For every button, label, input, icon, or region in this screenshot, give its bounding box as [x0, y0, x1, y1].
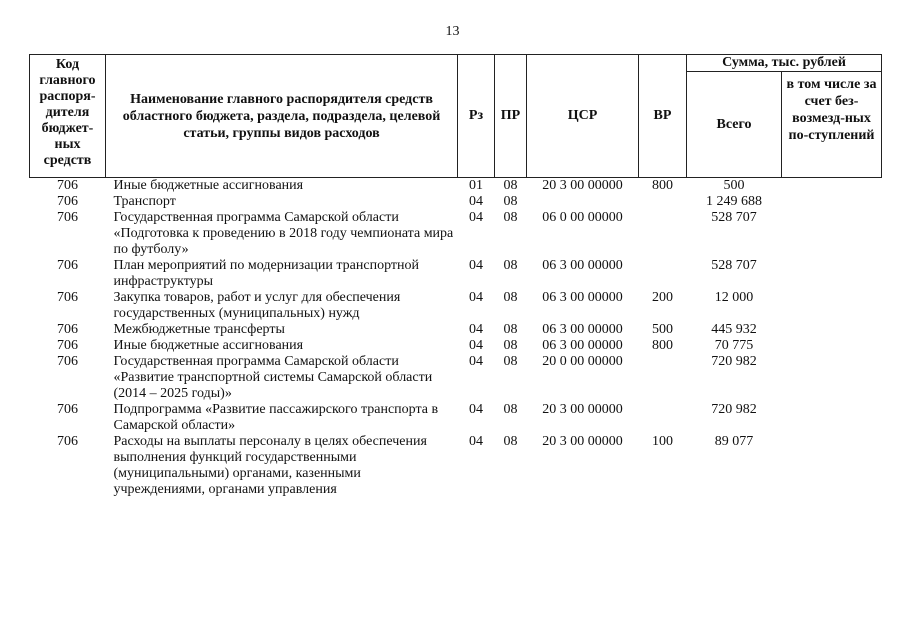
row-total: 720 982 [711, 402, 757, 417]
row-total: 720 982 [711, 354, 757, 369]
row-rz: 04 [469, 338, 483, 353]
header-total: Всего [687, 72, 782, 178]
row-pr: 08 [503, 322, 518, 337]
row-name: Государственная программа Самарской области «Развитие транспортной системы Самарской области (2014 – 2025 годы)» [113, 354, 433, 401]
header-incl: в том числе за счет без-возмезд-ных по-ступлений [782, 72, 882, 178]
row-pr: 08 [503, 354, 518, 369]
row-csr: 06 3 00 00000 [542, 258, 623, 273]
table-header [30, 55, 882, 178]
header-csr: ЦСР [527, 55, 639, 178]
table-row [30, 290, 882, 322]
row-code: 706 [57, 338, 78, 353]
row-vr [639, 354, 687, 402]
row-code: 706 [57, 434, 78, 449]
row-csr [527, 194, 639, 210]
row-code: 706 [57, 322, 78, 337]
row-rz: 04 [469, 402, 483, 417]
row-code: 706 [57, 194, 78, 209]
row-csr: 20 3 00 00000 [542, 434, 623, 449]
row-incl [782, 338, 882, 354]
row-name: Межбюджетные трансферты [113, 322, 285, 337]
header-vr: ВР [639, 55, 687, 178]
row-total: 528 707 [711, 210, 757, 225]
row-incl [782, 290, 882, 322]
row-incl [782, 210, 882, 258]
table-row [30, 402, 882, 434]
row-total: 445 932 [711, 322, 757, 337]
row-vr: 500 [652, 322, 673, 337]
row-rz: 04 [469, 290, 483, 305]
page-number: 13 [445, 24, 460, 39]
table-row [30, 210, 882, 258]
row-code: 706 [57, 290, 78, 305]
row-pr: 08 [503, 210, 518, 225]
budget-table [29, 54, 882, 498]
row-pr: 08 [503, 258, 518, 273]
row-csr: 06 0 00 00000 [542, 210, 623, 225]
row-total: 12 000 [714, 290, 754, 305]
row-code: 706 [57, 402, 78, 417]
row-code: 706 [57, 210, 78, 225]
row-vr [639, 258, 687, 290]
row-csr: 06 3 00 00000 [542, 290, 623, 305]
row-name: Расходы на выплаты персоналу в целях обеспечения выполнения функций государственными (муниципальными) органами, казенными учреждениями, органами управления [113, 434, 427, 497]
row-pr: 08 [503, 194, 518, 209]
row-total: 89 077 [714, 434, 754, 449]
row-vr [639, 402, 687, 434]
row-csr: 06 3 00 00000 [542, 322, 623, 337]
row-vr [639, 210, 687, 258]
header-name: Наименование главного распорядителя средств областного бюджета, раздела, подраздела, целевой статьи, группы видов расходов [106, 55, 458, 178]
row-name: Государственная программа Самарской области «Подготовка к проведению в 2018 году чемпионата мира по футболу» [113, 210, 454, 257]
row-csr: 20 3 00 00000 [542, 402, 623, 417]
row-pr: 08 [503, 434, 518, 449]
row-csr: 06 3 00 00000 [542, 338, 623, 353]
row-code: 706 [57, 354, 78, 369]
row-rz: 04 [469, 322, 483, 337]
row-name: Иные бюджетные ассигнования [113, 178, 304, 193]
row-vr: 100 [652, 434, 673, 449]
row-name: Закупка товаров, работ и услуг для обеспечения государственных (муниципальных) нужд [113, 290, 401, 321]
row-rz: 04 [469, 194, 483, 209]
row-rz: 04 [469, 434, 483, 449]
row-rz: 04 [469, 210, 483, 225]
row-incl [782, 194, 882, 210]
row-rz: 04 [469, 354, 483, 369]
row-incl [782, 322, 882, 338]
row-code: 706 [57, 258, 78, 273]
row-pr: 08 [503, 290, 518, 305]
table-row [30, 258, 882, 290]
table-body [30, 178, 882, 499]
row-csr: 20 3 00 00000 [542, 178, 623, 193]
row-incl [782, 354, 882, 402]
row-csr: 20 0 00 00000 [542, 354, 623, 369]
header-code: Код главного распоря-дителя бюджет-ных средств [30, 55, 106, 178]
row-pr: 08 [503, 338, 518, 353]
row-vr: 800 [652, 338, 673, 353]
header-sum: Сумма, тыс. рублей [687, 55, 882, 72]
table-row [30, 434, 882, 498]
row-total: 500 [723, 178, 745, 193]
header-pr: ПР [495, 55, 527, 178]
row-total: 1 249 688 [706, 194, 762, 209]
row-incl [782, 434, 882, 498]
row-pr: 08 [503, 178, 518, 193]
row-vr: 800 [652, 178, 673, 193]
row-code: 706 [57, 178, 78, 193]
table-row [30, 194, 882, 210]
table-row [30, 322, 882, 338]
row-vr [639, 194, 687, 210]
header-rz: Рз [458, 55, 495, 178]
row-pr: 08 [503, 402, 518, 417]
row-name: Подпрограмма «Развитие пассажирского транспорта в Самарской области» [113, 402, 439, 433]
row-rz: 01 [469, 178, 483, 193]
row-total: 528 707 [711, 258, 757, 273]
row-incl [782, 258, 882, 290]
row-name: План мероприятий по модернизации транспортной инфраструктуры [113, 258, 420, 289]
row-incl [782, 402, 882, 434]
table-row [30, 354, 882, 402]
row-name: Иные бюджетные ассигнования [113, 338, 304, 353]
row-rz: 04 [469, 258, 483, 273]
table-row [30, 178, 882, 195]
row-vr: 200 [652, 290, 673, 305]
row-incl [782, 178, 882, 195]
row-name: Транспорт [113, 194, 176, 209]
row-total: 70 775 [714, 338, 754, 353]
table-row [30, 338, 882, 354]
